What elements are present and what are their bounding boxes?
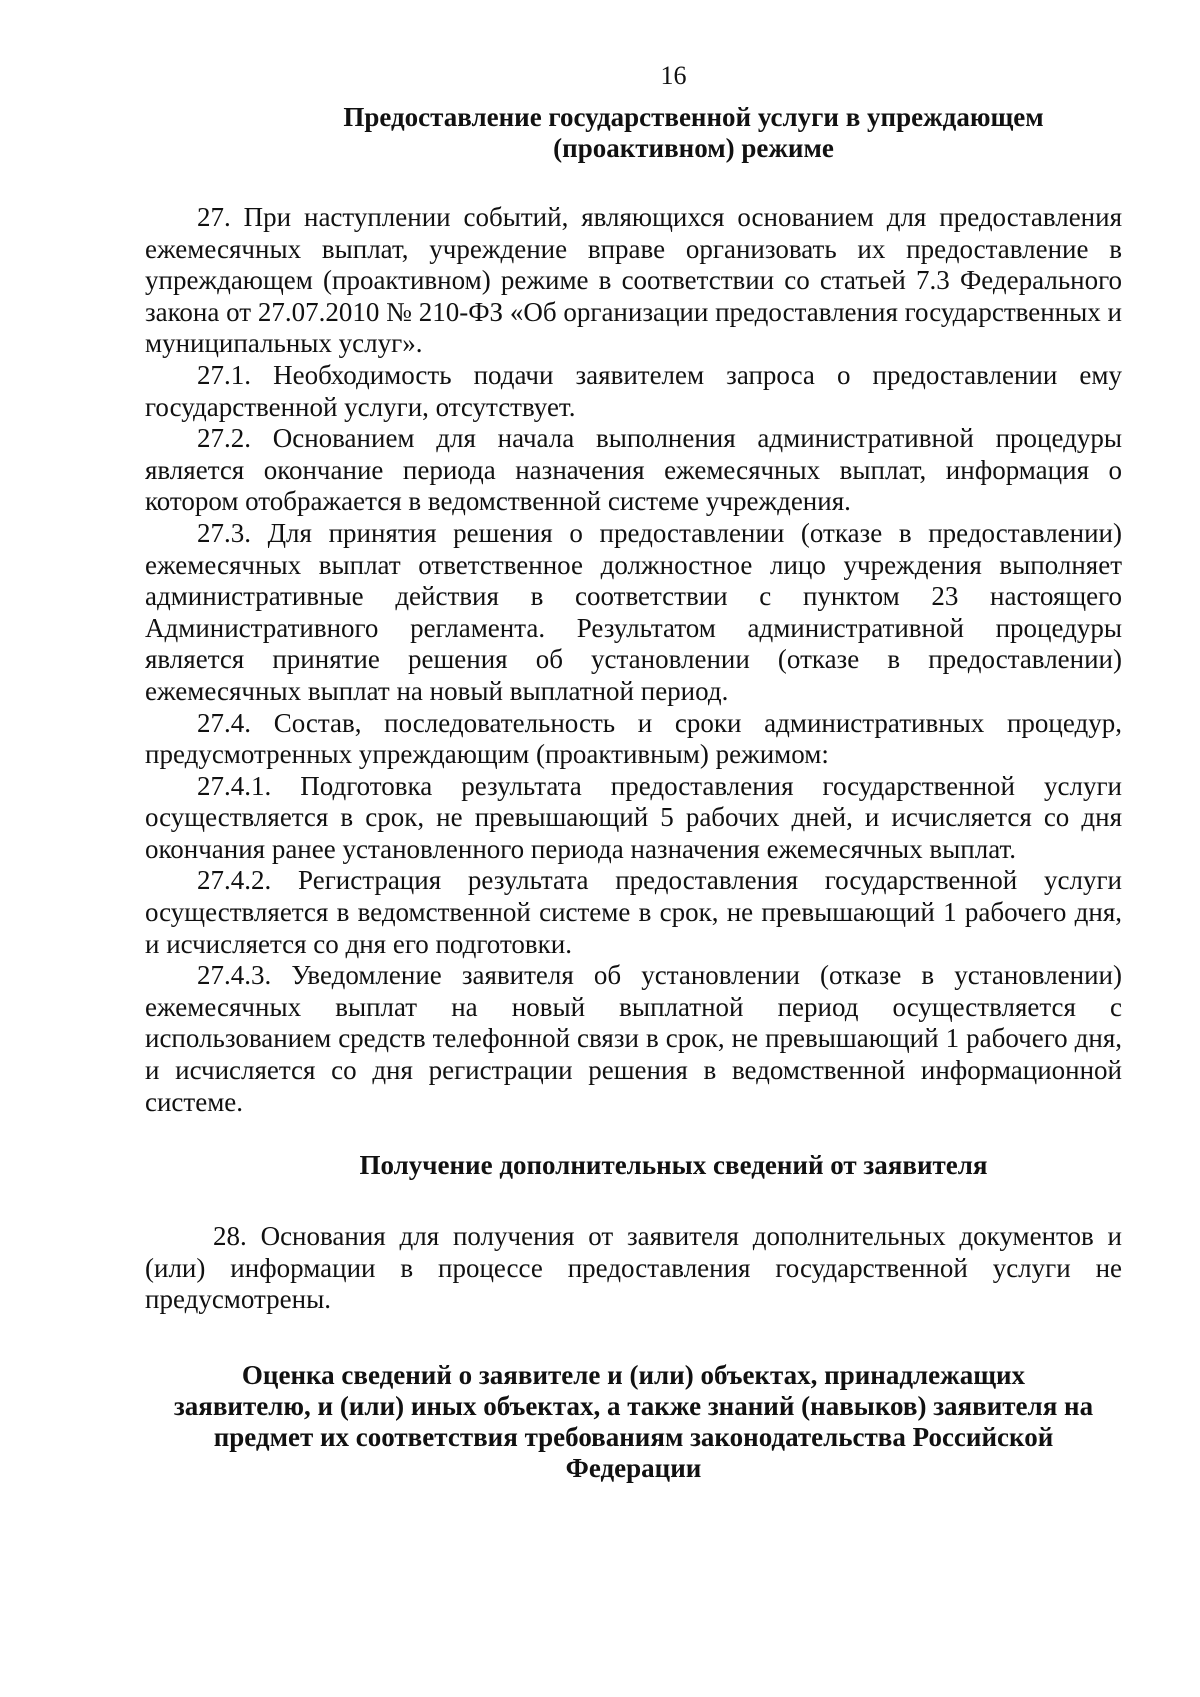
paragraph-27-4-2: 27.4.2. Регистрация результата предоставления государственной услуги осуществляется в ведомственной системе в срок, не превышающий 1 рабочего дня, и исчисляется со дня его подготовки. <box>145 865 1122 959</box>
section-title-line: Оценка сведений о заявителе и (или) объектах, принадлежащих <box>241 1360 1026 1390</box>
section-title-line: Предоставление государственной услуги в упреждающем <box>343 102 1044 132</box>
paragraph-27: 27. При наступлении событий, являющихся основанием для предоставления ежемесячных выплат, учреждение вправе организовать их предоставление в упреждающем (проактивном) режиме в соответствии со статьей 7.3 Федерального закона от 27.07.2010 № 210-ФЗ «Об организации предоставления государственных и муниципальных услуг». <box>145 202 1122 359</box>
section-title-additional-info: Получение дополнительных сведений от заявителя <box>359 1150 988 1181</box>
section-title-proactive-mode <box>145 102 1122 164</box>
section-title-line: (проактивном) режиме <box>553 133 834 163</box>
paragraph-27-4-3: 27.4.3. Уведомление заявителя об установлении (отказе в установлении) ежемесячных выплат на новый выплатной период осуществляется с использованием средств телефонной связи в срок, не превышающий 1 рабочего дня, и исчисляется со дня регистрации решения в ведомственной информационной системе. <box>145 960 1122 1117</box>
paragraph-27-2: 27.2. Основанием для начала выполнения административной процедуры является окончание периода назначения ежемесячных выплат, информация о котором отображается в ведомственной системе учреждения. <box>145 423 1122 517</box>
paragraph-27-4: 27.4. Состав, последовательность и сроки административных процедур, предусмотренных упреждающим (проактивным) режимом: <box>145 707 1122 770</box>
paragraph-27-3: 27.3. Для принятия решения о предоставлении (отказе в предоставлении) ежемесячных выплат ответственное должностное лицо учреждения выполняет административные действия в соответствии с пунктом 23 настоящего Административного регламента. Результатом административной процедуры является принятие решения об установлении (отказе в предоставлении) ежемесячных выплат на новый выплатной период. <box>145 517 1122 706</box>
section-title-applicant-assessment <box>145 1360 1122 1484</box>
document-page <box>145 60 1122 1484</box>
section-title-line: предмет их соответствия требованиям законодательства Российской <box>213 1422 1054 1452</box>
section-title-line: Федерации <box>565 1453 702 1483</box>
paragraph-27-4-1: 27.4.1. Подготовка результата предоставления государственной услуги осуществляется в срок, не превышающий 5 рабочих дней, и исчисляется со дня окончания ранее установленного периода назначения ежемесячных выплат. <box>145 770 1122 864</box>
paragraph-28: 28. Основания для получения от заявителя дополнительных документов и (или) информации в процессе предоставления государственной услуги не предусмотрены. <box>145 1221 1122 1315</box>
page-number: 16 <box>660 61 687 90</box>
section-title-line: заявителю, и (или) иных объектах, а также знаний (навыков) заявителя на <box>173 1391 1094 1421</box>
paragraph-27-1: 27.1. Необходимость подачи заявителем запроса о предоставлении ему государственной услуги, отсутствует. <box>145 359 1122 422</box>
